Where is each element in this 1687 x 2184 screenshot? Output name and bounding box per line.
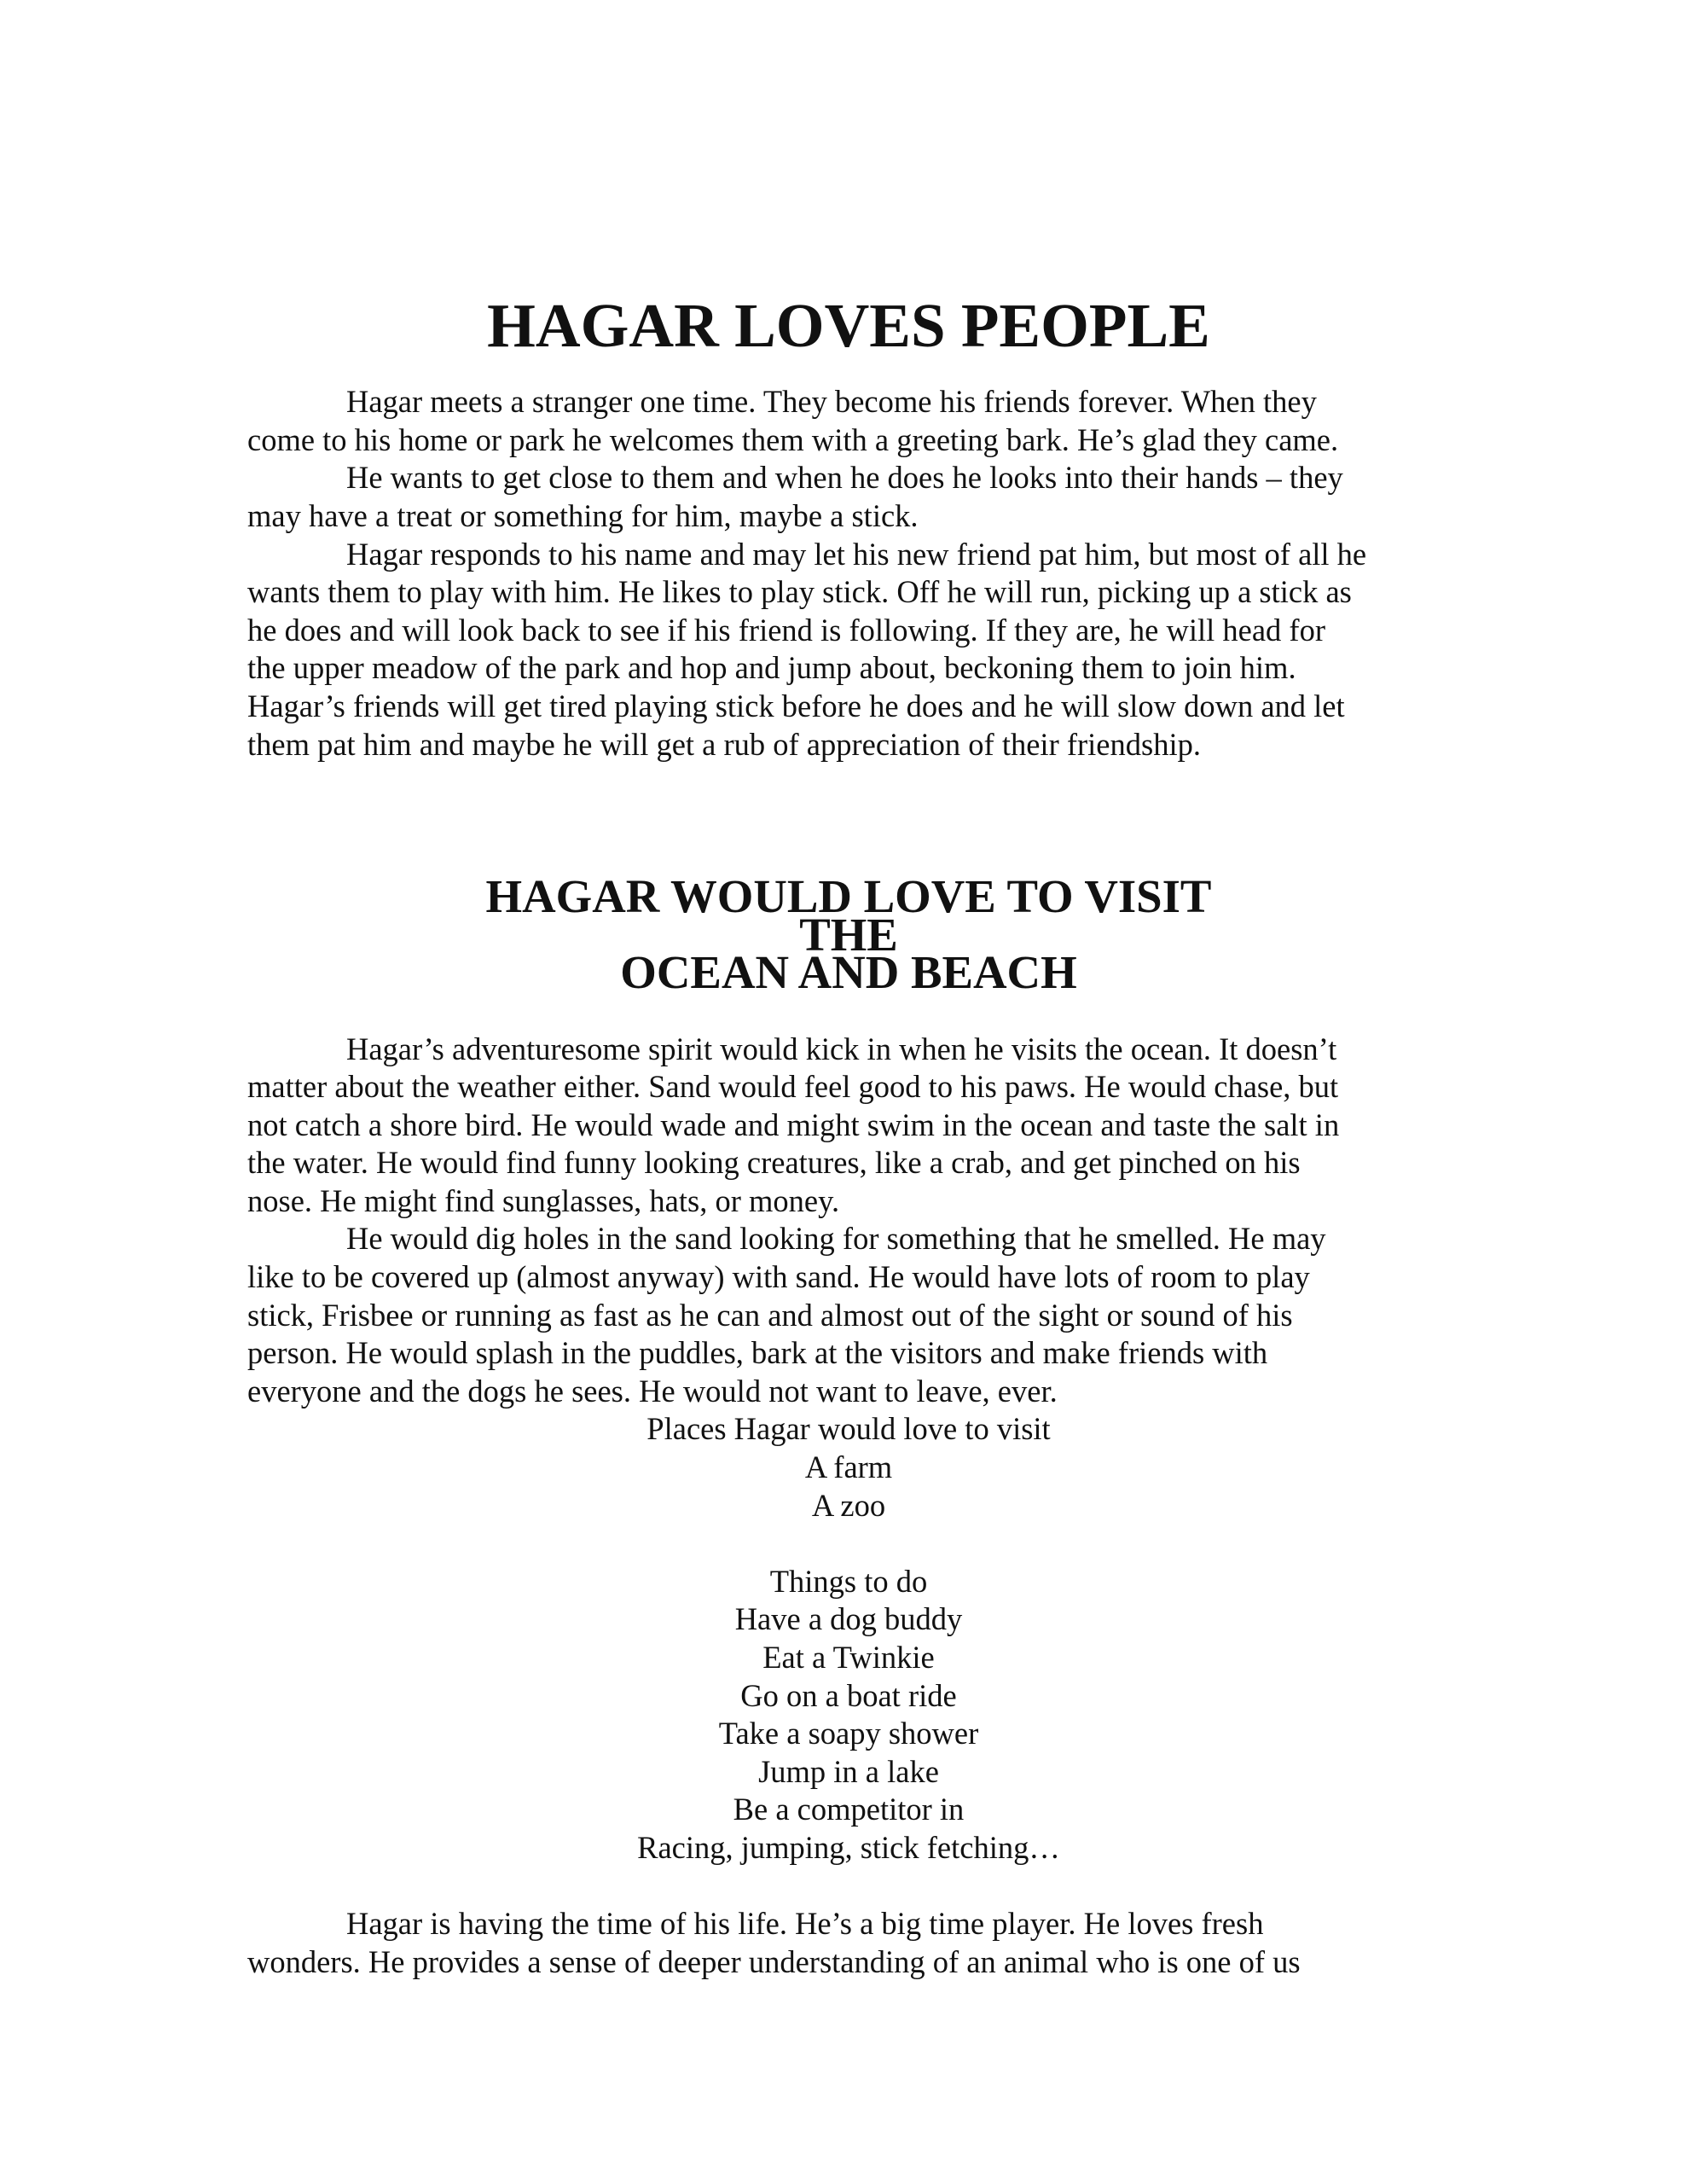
text-line: wants them to play with him. He likes to play stick. Off he will run, picking up a stick as <box>247 574 1352 610</box>
list-item: A zoo <box>811 1487 886 1523</box>
text-line: He would dig holes in the sand looking for something that he smelled. He may <box>346 1221 1326 1257</box>
paragraph <box>247 459 1450 535</box>
section-2-title-line: THE <box>799 908 898 961</box>
document-page <box>247 291 1450 1981</box>
text-line: like to be covered up (almost anyway) with sand. He would have lots of room to play <box>247 1259 1310 1295</box>
section-2-title-line: HAGAR WOULD LOVE TO VISIT <box>485 870 1212 923</box>
section-1-title <box>247 291 1450 360</box>
text-line: everyone and the dogs he sees. He would not want to leave, ever. <box>247 1373 1058 1409</box>
text-line: person. He would splash in the puddles, bark at the visitors and make friends with <box>247 1335 1268 1371</box>
list-item: Have a dog buddy <box>734 1601 963 1637</box>
text-line: wonders. He provides a sense of deeper understanding of an animal who is one of us <box>247 1943 1301 1979</box>
list-item: Take a soapy shower <box>718 1716 979 1751</box>
text-line: He wants to get close to them and when he does he looks into their hands – they <box>346 460 1343 496</box>
paragraph <box>247 1220 1450 1410</box>
section-2-body <box>247 1031 1450 1982</box>
text-line: matter about the weather either. Sand would feel good to his paws. He would chase, but <box>247 1069 1339 1105</box>
list-item: Go on a boat ride <box>740 1677 957 1713</box>
paragraph <box>247 1031 1450 1221</box>
spacer <box>247 1525 1450 1563</box>
section-2-title-line: OCEAN AND BEACH <box>620 946 1077 999</box>
text-line: Hagar responds to his name and may let his new friend pat him, but most of all he <box>346 536 1367 572</box>
text-line: them pat him and maybe he will get a rub of appreciation of their friendship. <box>247 726 1201 762</box>
list-item: Racing, jumping, stick fetching… <box>637 1829 1060 1865</box>
text-line: he does and will look back to see if his friend is following. If they are, he will head for <box>247 612 1325 648</box>
list-item: Jump in a lake <box>758 1753 939 1789</box>
text-line: Hagar’s adventuresome spirit would kick in when he visits the ocean. It doesn’t <box>346 1031 1337 1066</box>
section-1-title-text: HAGAR LOVES PEOPLE <box>487 291 1210 360</box>
paragraph <box>247 383 1450 459</box>
list-item: Be a competitor in <box>733 1792 965 1827</box>
spacer <box>247 764 1450 878</box>
closing-paragraph <box>247 1905 1450 1981</box>
places-list <box>247 1410 1450 1525</box>
list-item: A farm <box>804 1449 893 1485</box>
text-line: come to his home or park he welcomes them with a greeting bark. He’s glad they came. <box>247 421 1339 457</box>
text-line: the upper meadow of the park and hop and jump about, beckoning them to join him. <box>247 650 1296 686</box>
text-line: stick, Frisbee or running as fast as he can and almost out of the sight or sound of his <box>247 1297 1293 1333</box>
text-line: Hagar’s friends will get tired playing stick before he does and he will slow down and let <box>247 688 1345 723</box>
text-line: not catch a shore bird. He would wade and might swim in the ocean and taste the salt in <box>247 1107 1340 1142</box>
text-line: Hagar is having the time of his life. He’s a big time player. He loves fresh <box>346 1906 1264 1942</box>
list-item: Places Hagar would love to visit <box>646 1411 1051 1447</box>
paragraph <box>247 536 1450 764</box>
text-line: Hagar meets a stranger one time. They become his friends forever. When they <box>346 384 1317 420</box>
text-line: the water. He would find funny looking creatures, like a crab, and get pinched on his <box>247 1145 1301 1181</box>
text-line: may have a treat or something for him, maybe a stick. <box>247 497 919 533</box>
things-list <box>247 1563 1450 1867</box>
section-1-body <box>247 383 1450 764</box>
section-2-title <box>247 870 1450 999</box>
list-item: Things to do <box>769 1563 928 1599</box>
text-line: nose. He might find sunglasses, hats, or money. <box>247 1182 840 1218</box>
list-item: Eat a Twinkie <box>762 1640 935 1675</box>
spacer <box>247 1867 1450 1906</box>
